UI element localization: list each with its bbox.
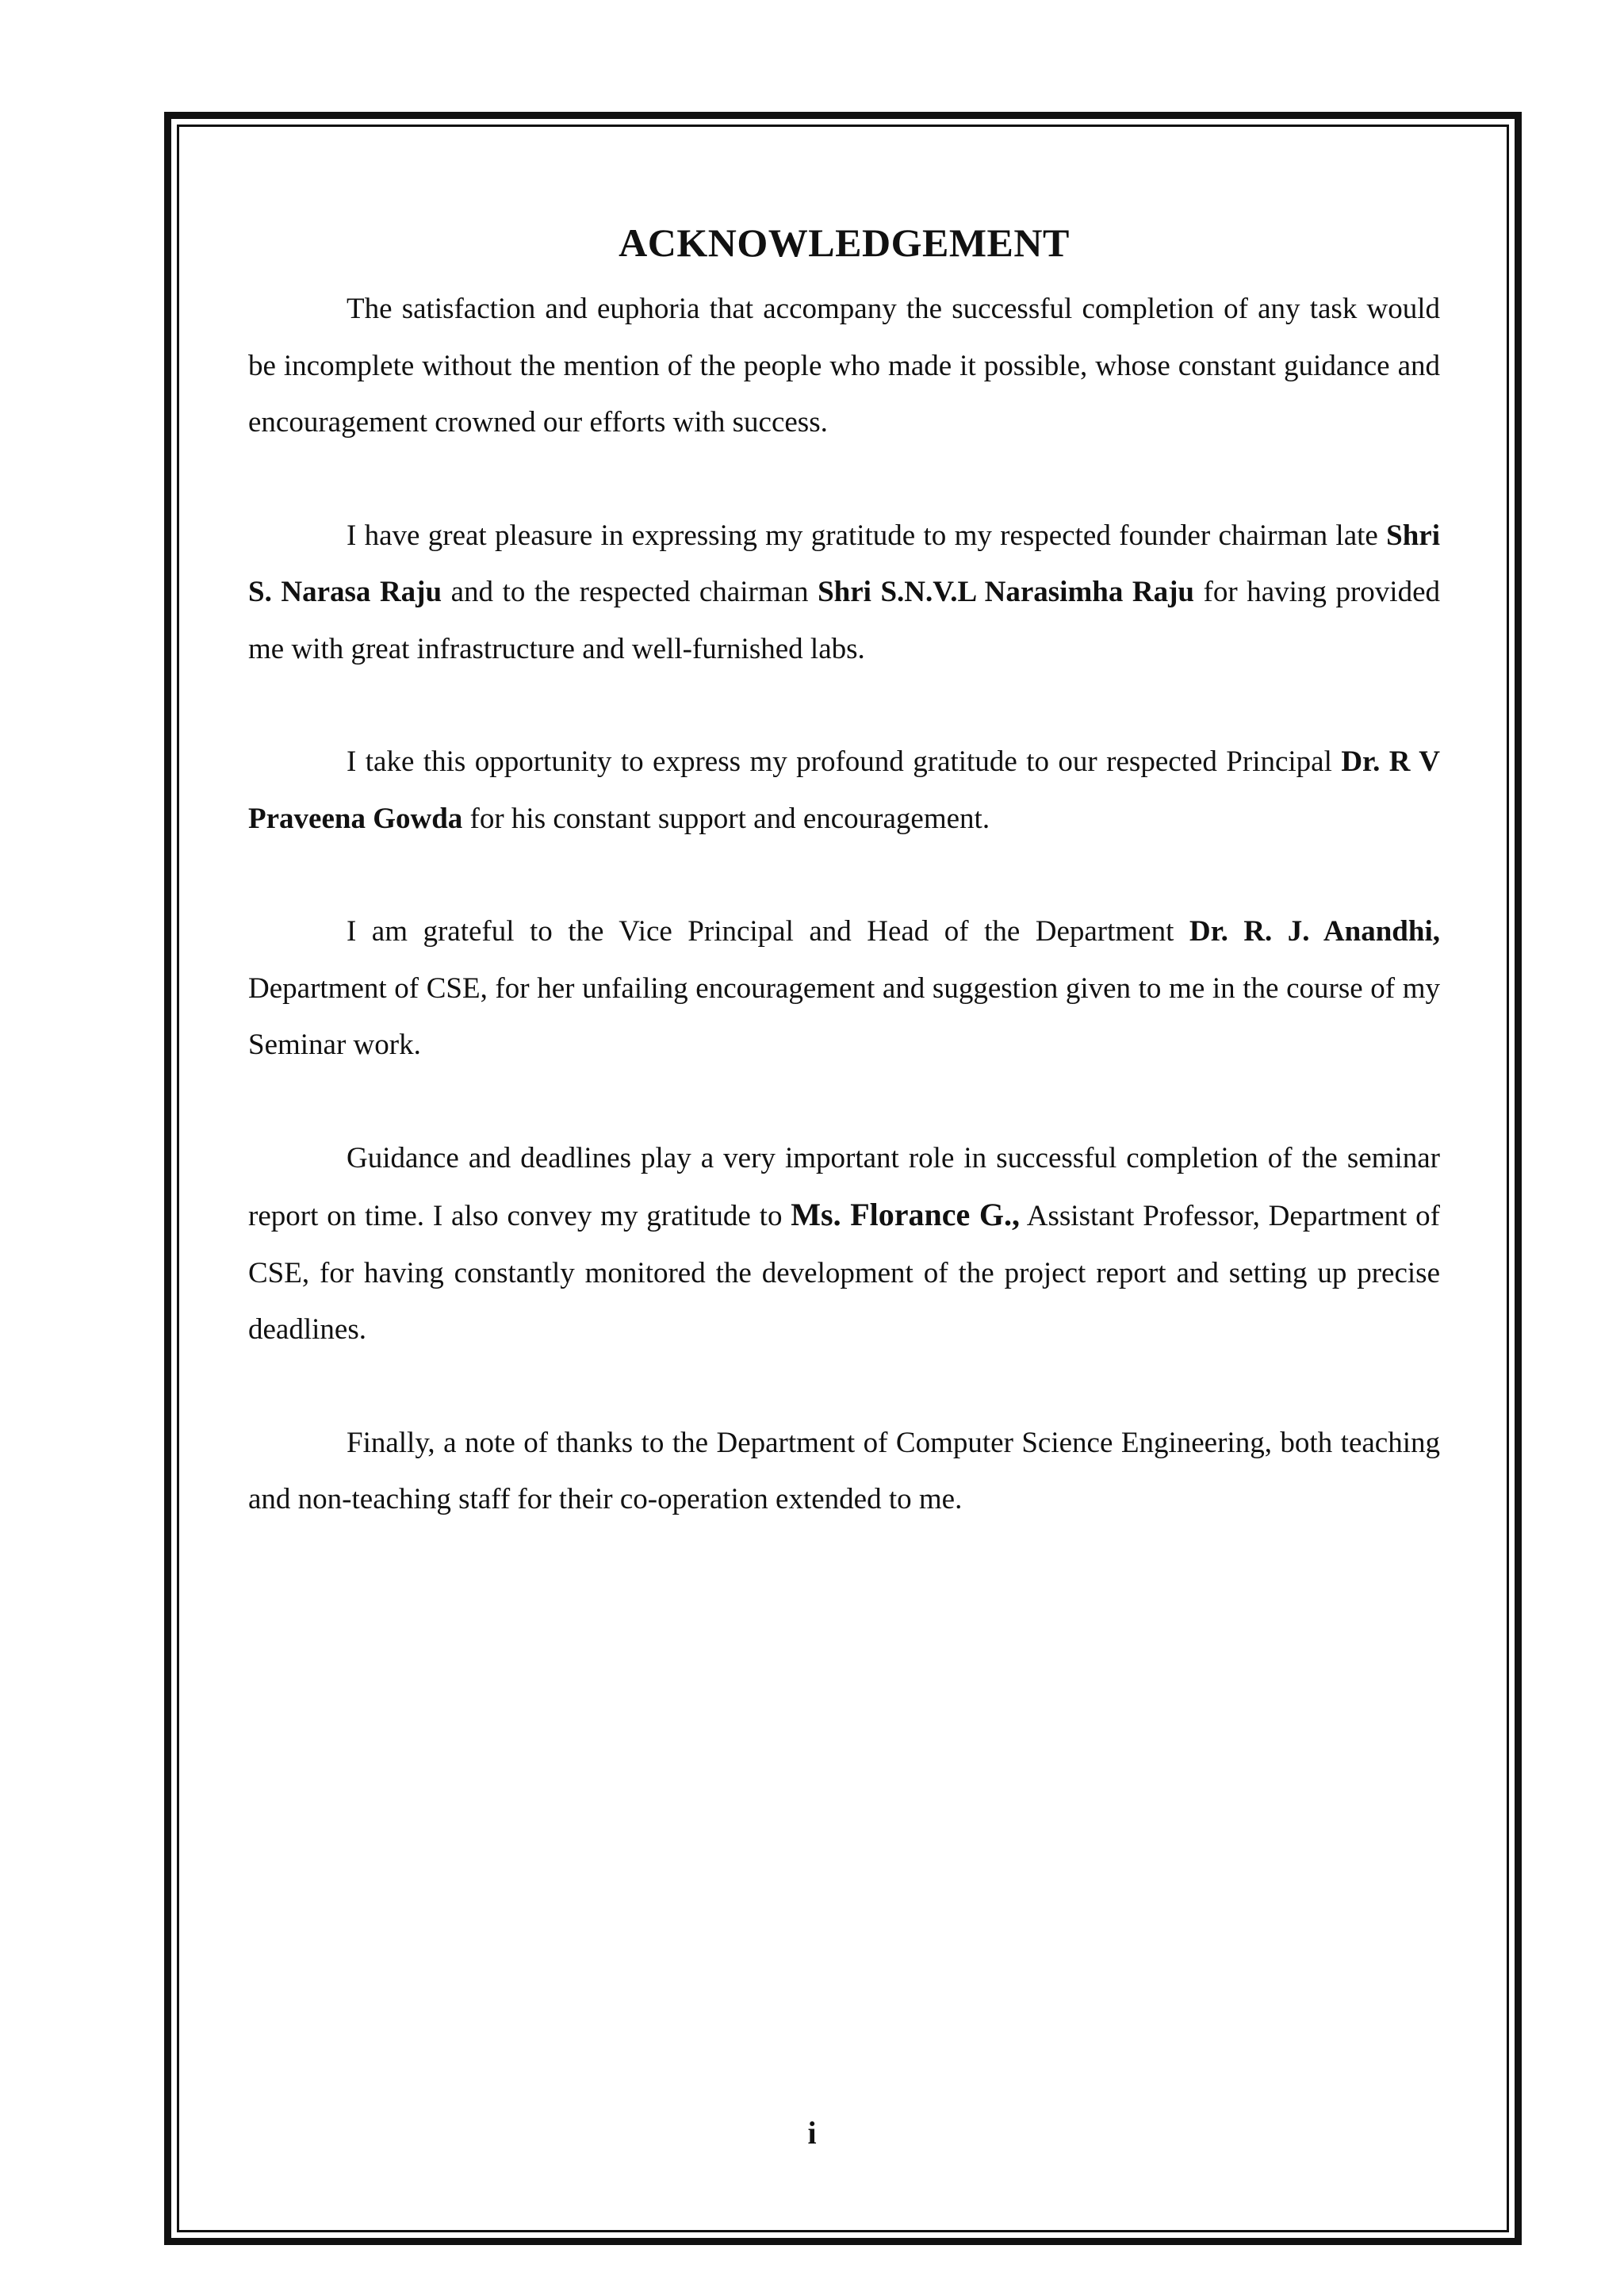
- paragraph-text: I take this opportunity to express my profound gratitude to our respected Principal: [347, 745, 1342, 778]
- name-hod: Dr. R. J. Anandhi,: [1189, 915, 1440, 948]
- name-chairman: Shri S.N.V.L Narasimha Raju: [818, 576, 1195, 608]
- paragraph-hod: [248, 903, 1440, 1074]
- paragraph-text: I have great pleasure in expressing my gratitude to my respected founder chairman late: [347, 519, 1387, 552]
- page-number: i: [807, 2115, 817, 2151]
- page-title: ACKNOWLEDGEMENT: [619, 220, 1070, 265]
- paragraph-text: and to the respected chairman: [442, 576, 818, 608]
- paragraph-text: Assistant Professor, Department of CSE, for having constantly monitored the development of the project report and setting up precise deadlines.: [248, 1200, 1440, 1346]
- paragraph-text: Guidance and deadlines play a very important role in successful completion of the seminar report on time. I also convey my gratitude to: [248, 1141, 1440, 1232]
- paragraph-guide: [248, 1130, 1440, 1358]
- paragraph-text: Finally, a note of thanks to the Department of Computer Science Engineering, both teaching and non-teaching staff for their co-operation extended to me.: [248, 1426, 1440, 1515]
- paragraph-principal: [248, 734, 1440, 847]
- paragraph-text: Department of CSE, for her unfailing encouragement and suggestion given to me in the course of my Seminar work.: [248, 971, 1440, 1061]
- paragraph-text: for having provided me with great infrastructure and well-furnished labs.: [248, 576, 1440, 665]
- paragraph-text: for his constant support and encouragement.: [462, 802, 990, 835]
- paragraph-text: The satisfaction and euphoria that accompany the successful completion of any task would be incomplete without the mention of the people who made it possible, whose constant guidance and encouragement crowned our efforts with success.: [248, 293, 1440, 439]
- name-principal: Dr. R V Praveena Gowda: [248, 745, 1440, 835]
- paragraph-text: I am grateful to the Vice Principal and Head of the Department: [347, 915, 1189, 948]
- paragraph-chairman: [248, 508, 1440, 678]
- paragraph-department: [248, 1415, 1440, 1528]
- name-guide: Ms. Florance G.,: [791, 1197, 1020, 1232]
- paragraph-satisfaction: [248, 281, 1440, 451]
- name-founder-chairman: Shri S. Narasa Raju: [248, 519, 1440, 608]
- document-body: [248, 205, 1440, 1584]
